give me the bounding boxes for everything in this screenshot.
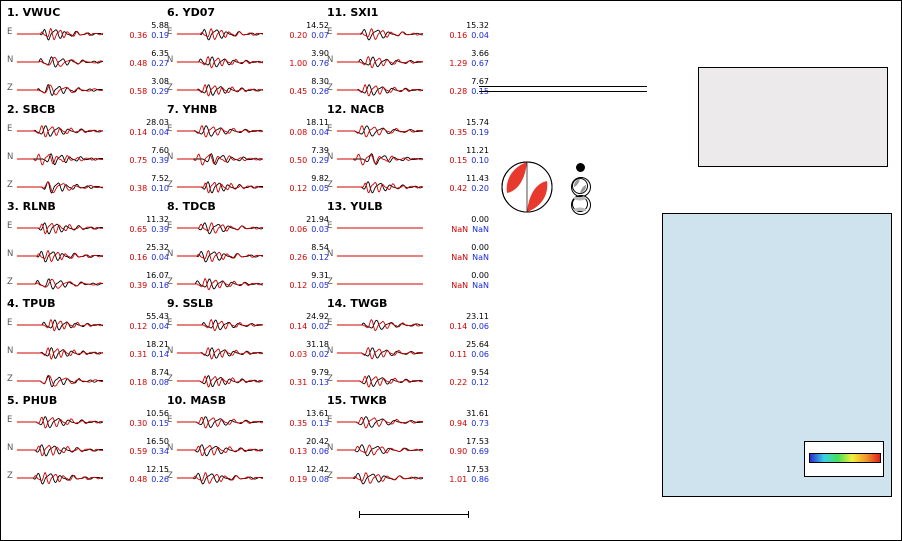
amplitude-value: 7.67: [471, 77, 489, 86]
station-column-2: [167, 6, 329, 492]
channel-label: N: [327, 346, 334, 356]
station-block: [327, 394, 489, 492]
channel-row: [167, 311, 329, 339]
plane2-dip: [563, 92, 605, 97]
waveform-trace: [177, 311, 263, 339]
amplitude-value: 12.42: [306, 465, 329, 474]
channel-label: Z: [7, 374, 13, 384]
amplitude-value: 7.60: [151, 146, 169, 155]
station-header: 9. SSLB: [167, 297, 214, 310]
misfit-values: 1.29 0.67: [449, 59, 489, 68]
amplitude-value: 8.30: [311, 77, 329, 86]
channel-row: [167, 48, 329, 76]
location-row: [479, 21, 649, 33]
channel-row: [167, 436, 329, 464]
station-block: [167, 394, 329, 492]
amplitude-value: 11.32: [146, 215, 169, 224]
waveform-trace: [17, 117, 103, 145]
waveform-trace: [177, 242, 263, 270]
station-block: [7, 103, 169, 201]
station-block: [7, 6, 169, 104]
misfit-values: 0.12 0.05: [289, 281, 329, 290]
channel-row: [7, 20, 169, 48]
plane2-strike: [521, 92, 563, 97]
channel-row: [327, 242, 489, 270]
waveform-trace: [337, 214, 423, 242]
amplitude-value: 3.08: [151, 77, 169, 86]
misfit-values: 0.08 0.04: [289, 128, 329, 137]
misfit-values: 0.35 0.13: [289, 419, 329, 428]
station-column-3: [327, 6, 489, 492]
channel-label: Z: [167, 471, 173, 481]
channel-row: [327, 214, 489, 242]
station-block: [327, 200, 489, 298]
misfit-values: 0.90 0.69: [449, 447, 489, 456]
waveform-trace: [17, 173, 103, 201]
amplitude-value: 10.56: [146, 409, 169, 418]
amplitude-value: 11.43: [466, 174, 489, 183]
waveform-trace: [337, 464, 423, 492]
waveform-trace: [177, 270, 263, 298]
amplitude-value: 0.00: [471, 215, 489, 224]
channel-label: E: [327, 221, 333, 231]
channel-label: N: [327, 55, 334, 65]
station-block: [167, 103, 329, 201]
misfit-values: 0.36 0.19: [129, 31, 169, 40]
misfit-values: 0.31 0.14: [129, 350, 169, 359]
station-block: [327, 103, 489, 201]
waveform-trace: [177, 48, 263, 76]
waveform-trace: [177, 20, 263, 48]
channel-label: Z: [327, 180, 333, 190]
channel-row: [327, 311, 489, 339]
channel-label: E: [7, 221, 13, 231]
channel-label: E: [167, 124, 173, 134]
misfit-values: 0.03 0.02: [289, 350, 329, 359]
channel-label: E: [327, 27, 333, 37]
amplitude-value: 9.82: [311, 174, 329, 183]
station-header: 14. TWGB: [327, 297, 388, 310]
amplitude-value: 31.61: [466, 409, 489, 418]
waveform-trace: [337, 242, 423, 270]
channel-label: Z: [327, 83, 333, 93]
channel-row: [167, 117, 329, 145]
station-header: 3. RLNB: [7, 200, 56, 213]
amplitude-value: 18.21: [146, 340, 169, 349]
channel-row: [167, 367, 329, 395]
amplitude-value: 3.90: [311, 49, 329, 58]
station-block: [327, 6, 489, 104]
channel-label: E: [167, 221, 173, 231]
channel-label: Z: [7, 83, 13, 93]
channel-row: [167, 173, 329, 201]
misfit-values: 0.18 0.08: [129, 378, 169, 387]
channel-label: N: [327, 249, 334, 259]
amplitude-value: 7.39: [311, 146, 329, 155]
channel-row: [327, 20, 489, 48]
depth-row: [479, 39, 649, 51]
misfit-values: NaN NaN: [451, 225, 489, 234]
waveform-trace: [17, 20, 103, 48]
channel-row: [327, 117, 489, 145]
station-header: 8. TDCB: [167, 200, 216, 213]
waveform-trace: [17, 408, 103, 436]
channel-label: N: [167, 346, 174, 356]
time-scale-bar: [359, 511, 469, 520]
misfit-values: 0.58 0.29: [129, 87, 169, 96]
waveform-trace: [17, 464, 103, 492]
channel-label: E: [7, 318, 13, 328]
waveform-trace: [177, 436, 263, 464]
colorbar-gradient: [809, 453, 881, 463]
amplitude-value: 12.15: [146, 465, 169, 474]
misfit-values: 0.75 0.39: [129, 156, 169, 165]
waveform-trace: [17, 242, 103, 270]
amplitude-value: 0.00: [471, 243, 489, 252]
misfit-values: 0.13 0.06: [289, 447, 329, 456]
beachball-icon: [501, 161, 553, 213]
channel-row: [7, 214, 169, 242]
channel-row: [7, 76, 169, 104]
channel-label: N: [327, 443, 334, 453]
amplitude-value: 15.74: [466, 118, 489, 127]
channel-label: Z: [7, 180, 13, 190]
channel-row: [7, 436, 169, 464]
amplitude-value: 13.61: [306, 409, 329, 418]
channel-row: [327, 173, 489, 201]
amplitude-value: 5.88: [151, 21, 169, 30]
channel-label: Z: [167, 277, 173, 287]
channel-label: N: [7, 346, 14, 356]
waveform-trace: [177, 173, 263, 201]
magnitude-row: [479, 56, 649, 76]
channel-label: E: [327, 124, 333, 134]
waveform-trace: [17, 311, 103, 339]
station-header: 6. YD07: [167, 6, 216, 19]
iso-icon: [576, 163, 585, 172]
waveform-trace: [17, 76, 103, 104]
waveform-trace: [337, 367, 423, 395]
waveform-trace: [337, 339, 423, 367]
misfit-values: 0.14 0.04: [129, 128, 169, 137]
waveform-trace: [337, 117, 423, 145]
dc-icon: [571, 177, 591, 197]
amplitude-value: 8.74: [151, 368, 169, 377]
station-column-1: [7, 6, 169, 492]
misfit-values: 0.59 0.34: [129, 447, 169, 456]
misfit-values: 0.14 0.06: [449, 322, 489, 331]
channel-row: [7, 173, 169, 201]
waveform-trace: [337, 48, 423, 76]
amplitude-value: 0.00: [471, 271, 489, 280]
waveform-trace: [177, 408, 263, 436]
misfit-values: 1.00 0.76: [289, 59, 329, 68]
amplitude-value: 11.21: [466, 146, 489, 155]
misfit-values: 0.39 0.16: [129, 281, 169, 290]
waveform-trace: [177, 367, 263, 395]
channel-row: [167, 408, 329, 436]
waveform-trace: [177, 76, 263, 104]
misfit-values: 0.48 0.26: [129, 475, 169, 484]
amplitude-value: 14.52: [306, 21, 329, 30]
amplitude-value: 6.35: [151, 49, 169, 58]
waveform-trace: [337, 270, 423, 298]
misfit-values: 0.19 0.08: [289, 475, 329, 484]
amplitude-value: 28.03: [146, 118, 169, 127]
station-block: [167, 200, 329, 298]
channel-row: [7, 270, 169, 298]
amplitude-value: 25.32: [146, 243, 169, 252]
channel-label: N: [167, 249, 174, 259]
channel-label: Z: [167, 83, 173, 93]
waveform-trace: [177, 214, 263, 242]
amplitude-value: 7.52: [151, 174, 169, 183]
channel-row: [7, 48, 169, 76]
channel-row: [7, 117, 169, 145]
misfit-values: 0.06 0.03: [289, 225, 329, 234]
misfit-values: 0.15 0.10: [449, 156, 489, 165]
channel-row: [327, 436, 489, 464]
channel-row: [167, 214, 329, 242]
amplitude-value: 15.32: [466, 21, 489, 30]
channel-label: Z: [327, 374, 333, 384]
waveform-trace: [337, 20, 423, 48]
station-header: 15. TWKB: [327, 394, 387, 407]
channel-row: [167, 242, 329, 270]
channel-row: [167, 464, 329, 492]
amplitude-value: 16.50: [146, 437, 169, 446]
waveform-trace: [337, 408, 423, 436]
channel-row: [327, 408, 489, 436]
amplitude-value: 9.54: [471, 368, 489, 377]
waveform-trace: [177, 117, 263, 145]
amplitude-value: 9.79: [311, 368, 329, 377]
station-header: 7. YHNB: [167, 103, 218, 116]
misfit-values: 0.12 0.04: [129, 322, 169, 331]
channel-label: Z: [7, 277, 13, 287]
channel-row: [327, 145, 489, 173]
channel-row: [7, 408, 169, 436]
channel-label: N: [167, 55, 174, 65]
misfit-values: 0.12 0.05: [289, 184, 329, 193]
station-header: 2. SBCB: [7, 103, 56, 116]
channel-label: N: [7, 55, 14, 65]
channel-row: [327, 464, 489, 492]
misfit-values: 0.14 0.02: [289, 322, 329, 331]
misfit-values: 0.28 0.15: [449, 87, 489, 96]
plane2-rake: [605, 92, 647, 97]
waveform-trace: [17, 367, 103, 395]
channel-row: [7, 311, 169, 339]
channel-row: [167, 76, 329, 104]
misfit-values: 1.01 0.86: [449, 475, 489, 484]
misfit-values: 0.31 0.13: [289, 378, 329, 387]
channel-label: E: [167, 415, 173, 425]
misfit-values: 0.30 0.15: [129, 419, 169, 428]
misfit-values: 0.22 0.12: [449, 378, 489, 387]
channel-row: [327, 367, 489, 395]
channel-label: E: [7, 415, 13, 425]
clvd-icon: [571, 195, 591, 215]
channel-label: N: [327, 152, 334, 162]
channel-row: [7, 242, 169, 270]
station-waveform-grid: [7, 7, 487, 497]
waveform-trace: [337, 173, 423, 201]
station-header: 1. VWUC: [7, 6, 61, 19]
misfit-values: 0.16 0.04: [449, 31, 489, 40]
waveform-trace: [337, 436, 423, 464]
amplitude-value: 17.53: [466, 465, 489, 474]
channel-row: [327, 270, 489, 298]
station-header: 5. PHUB: [7, 394, 58, 407]
channel-row: [167, 270, 329, 298]
misfit-values: 0.26 0.12: [289, 253, 329, 262]
focal-mechanism-panel: [479, 161, 659, 217]
misfit-reduction-chart: [656, 61, 896, 206]
best-fit-solution-panel: [479, 15, 649, 96]
misfit-values: 0.94 0.73: [449, 419, 489, 428]
station-block: [7, 394, 169, 492]
station-header: 11. SXI1: [327, 6, 379, 19]
channel-label: E: [7, 27, 13, 37]
station-block: [167, 6, 329, 104]
waveform-trace: [17, 145, 103, 173]
waveform-trace: [177, 145, 263, 173]
channel-label: Z: [7, 471, 13, 481]
channel-label: E: [7, 124, 13, 134]
channel-row: [167, 339, 329, 367]
waveform-trace: [337, 311, 423, 339]
channel-label: E: [167, 27, 173, 37]
channel-row: [7, 145, 169, 173]
amplitude-value: 18.11: [306, 118, 329, 127]
station-block: [167, 297, 329, 395]
misfit-values: 0.48 0.27: [129, 59, 169, 68]
station-block: [7, 200, 169, 298]
amplitude-value: 55.43: [146, 312, 169, 321]
waveform-trace: [177, 464, 263, 492]
channel-row: [7, 367, 169, 395]
waveform-trace: [337, 76, 423, 104]
misfit-plot-area: [698, 67, 888, 167]
misfit-values: 0.42 0.20: [449, 184, 489, 193]
amplitude-value: 21.94: [306, 215, 329, 224]
channel-label: N: [167, 152, 174, 162]
station-header: 13. YULB: [327, 200, 383, 213]
channel-label: N: [7, 443, 14, 453]
misfit-values: 0.20 0.07: [289, 31, 329, 40]
channel-label: E: [167, 318, 173, 328]
channel-label: N: [7, 152, 14, 162]
fault-plane-table: [479, 84, 647, 96]
channel-row: [167, 145, 329, 173]
channel-row: [327, 48, 489, 76]
amplitude-value: 16.07: [146, 271, 169, 280]
channel-label: Z: [167, 374, 173, 384]
waveform-trace: [17, 48, 103, 76]
misfit-values: 0.16 0.04: [129, 253, 169, 262]
channel-label: N: [167, 443, 174, 453]
channel-label: N: [7, 249, 14, 259]
waveform-trace: [17, 214, 103, 242]
channel-row: [7, 464, 169, 492]
footer: [7, 499, 897, 539]
station-header: 4. TPUB: [7, 297, 56, 310]
channel-row: [167, 20, 329, 48]
event-datetime: [661, 11, 895, 14]
misfit-values: 0.45 0.26: [289, 87, 329, 96]
amplitude-value: 20.42: [306, 437, 329, 446]
amplitude-value: 31.18: [306, 340, 329, 349]
channel-label: E: [327, 415, 333, 425]
misfit-values: 0.11 0.06: [449, 350, 489, 359]
amplitude-value: 17.53: [466, 437, 489, 446]
map-panel: [656, 213, 896, 521]
waveform-trace: [337, 145, 423, 173]
channel-row: [7, 339, 169, 367]
station-header: 12. NACB: [327, 103, 385, 116]
channel-label: Z: [167, 180, 173, 190]
channel-label: Z: [327, 277, 333, 287]
station-header: 10. MASB: [167, 394, 227, 407]
misfit-values: 0.38 0.10: [129, 184, 169, 193]
station-block: [7, 297, 169, 395]
plane2-label: [479, 92, 521, 97]
channel-row: [327, 339, 489, 367]
map-colorbar: [804, 441, 884, 477]
station-block: [327, 297, 489, 395]
waveform-trace: [17, 270, 103, 298]
misfit-values: 0.65 0.39: [129, 225, 169, 234]
channel-row: [327, 76, 489, 104]
channel-label: Z: [327, 471, 333, 481]
channel-label: E: [327, 318, 333, 328]
misfit-values: NaN NaN: [451, 281, 489, 290]
amplitude-value: 23.11: [466, 312, 489, 321]
table-row: [479, 92, 647, 97]
waveform-trace: [177, 339, 263, 367]
misfit-values: 0.35 0.19: [449, 128, 489, 137]
misfit-values: 0.50 0.29: [289, 156, 329, 165]
amplitude-value: 25.64: [466, 340, 489, 349]
amplitude-value: 3.66: [471, 49, 489, 58]
amplitude-value: 8.54: [311, 243, 329, 252]
amplitude-value: 24.92: [306, 312, 329, 321]
misfit-values: NaN NaN: [451, 253, 489, 262]
amplitude-value: 9.31: [311, 271, 329, 280]
waveform-trace: [17, 436, 103, 464]
waveform-trace: [17, 339, 103, 367]
